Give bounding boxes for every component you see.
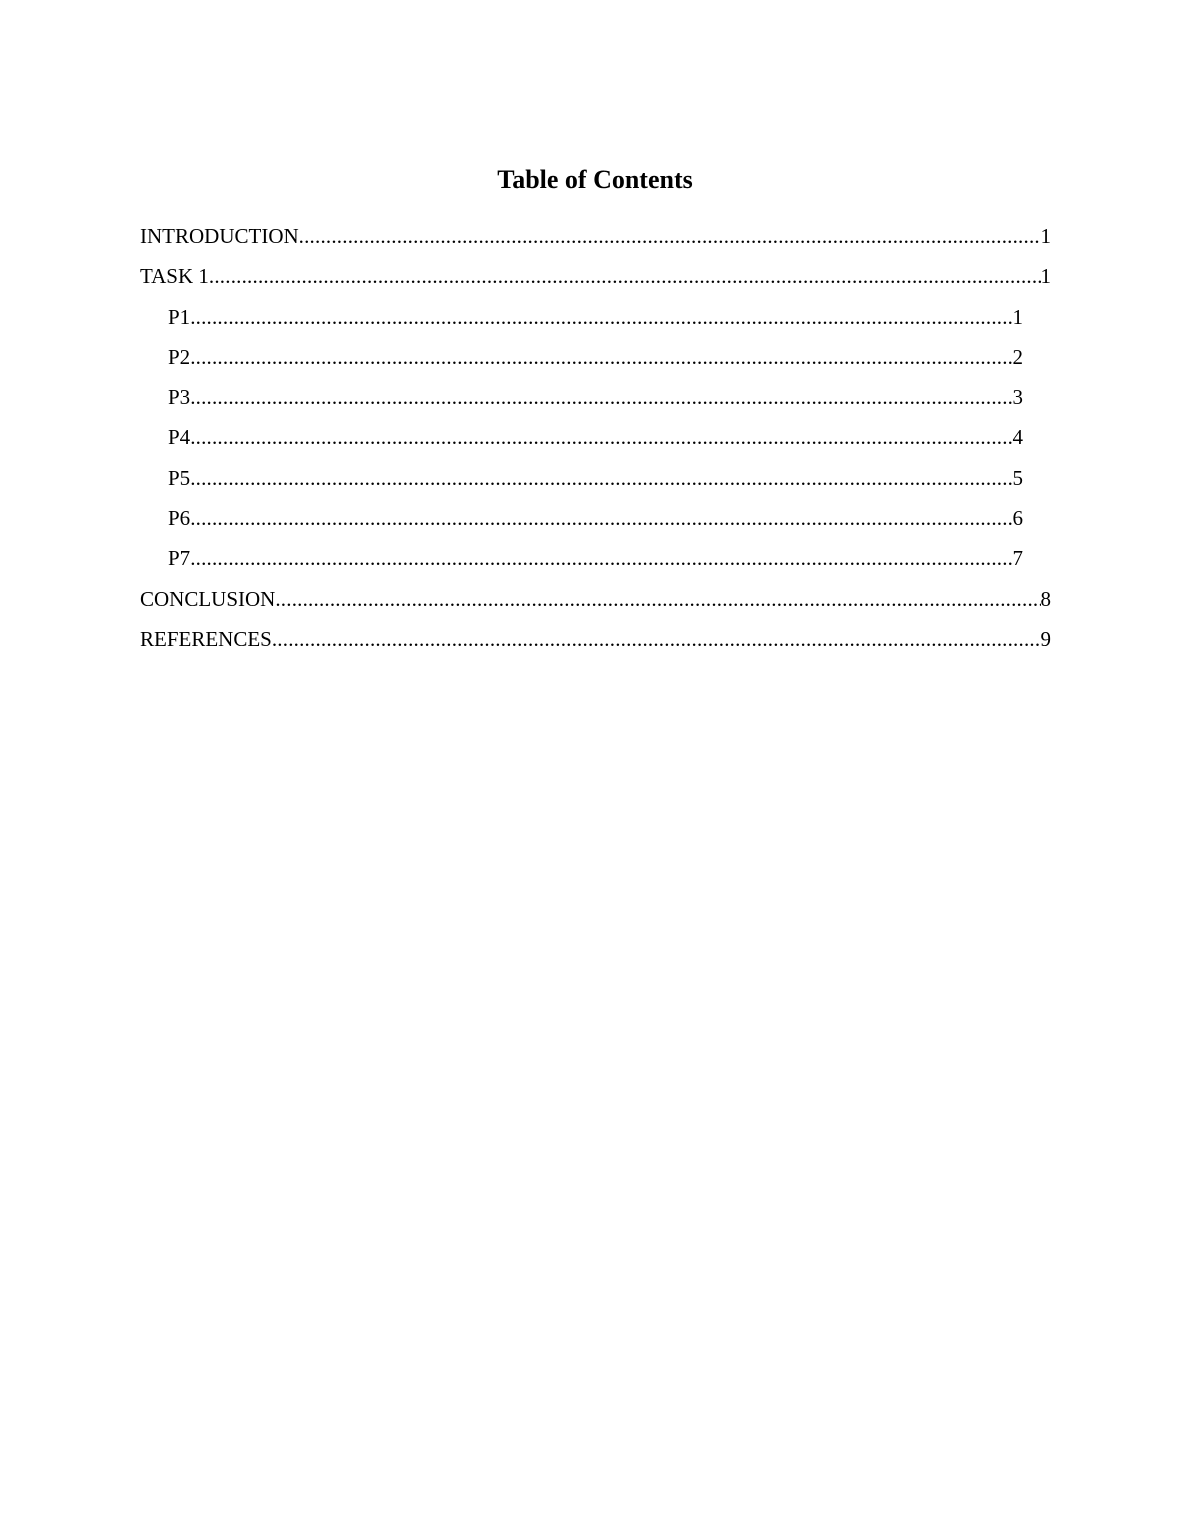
toc-dot-leader	[190, 381, 1012, 413]
toc-page-number: 2	[1012, 344, 1023, 369]
toc-entry-p4[interactable]	[140, 421, 1023, 461]
toc-dot-leader	[190, 341, 1012, 373]
toc-entry-label: TASK 1	[140, 264, 209, 289]
toc-entry-label: P6	[168, 506, 191, 531]
toc-entry-label: P5	[168, 465, 191, 490]
toc-dot-leader	[299, 220, 1041, 252]
toc-entry-p6[interactable]	[140, 502, 1023, 542]
toc-page-number: 3	[1012, 385, 1023, 410]
toc-dot-leader	[190, 301, 1012, 333]
toc-entry-label: CONCLUSION	[140, 586, 276, 611]
toc-entry-label: P2	[168, 344, 191, 369]
toc-entry-task-1[interactable]	[140, 260, 1051, 300]
toc-entry-label: REFERENCES	[140, 626, 272, 651]
toc-page-number: 1	[1040, 264, 1051, 289]
toc-dot-leader	[272, 623, 1041, 655]
toc-title: Table of Contents	[497, 165, 693, 194]
toc-page-number: 6	[1012, 506, 1023, 531]
toc-dot-leader	[190, 542, 1012, 574]
toc-page-number: 1	[1012, 304, 1023, 329]
toc-page-number: 4	[1012, 425, 1023, 450]
toc-entry-p2[interactable]	[140, 341, 1023, 381]
toc-page-number: 8	[1040, 586, 1051, 611]
toc-entry-label: P4	[168, 425, 191, 450]
toc-entry-label: INTRODUCTION	[140, 224, 299, 248]
toc-entry-label: P1	[168, 304, 191, 329]
toc-entry-p5[interactable]	[140, 462, 1023, 502]
toc-page-number: 7	[1012, 546, 1023, 571]
toc-entry-conclusion[interactable]	[140, 583, 1051, 623]
toc-dot-leader	[190, 421, 1012, 453]
toc-entry-references[interactable]	[140, 623, 1051, 663]
toc-entry-p7[interactable]	[140, 542, 1023, 582]
toc-dot-leader	[275, 583, 1040, 615]
toc-dot-leader	[209, 260, 1041, 292]
toc-entry-label: P7	[168, 546, 191, 571]
toc-entry-introduction[interactable]	[140, 220, 1051, 260]
toc-page-number: 9	[1040, 626, 1051, 651]
toc-page-number: 1	[1040, 224, 1051, 248]
toc-page-number: 5	[1012, 465, 1023, 490]
toc-entry-p1[interactable]	[140, 301, 1023, 341]
toc-list	[140, 220, 1051, 663]
toc-entry-label: P3	[168, 385, 191, 410]
toc-dot-leader	[190, 502, 1012, 534]
toc-dot-leader	[190, 462, 1012, 494]
toc-entry-p3[interactable]	[140, 381, 1023, 421]
